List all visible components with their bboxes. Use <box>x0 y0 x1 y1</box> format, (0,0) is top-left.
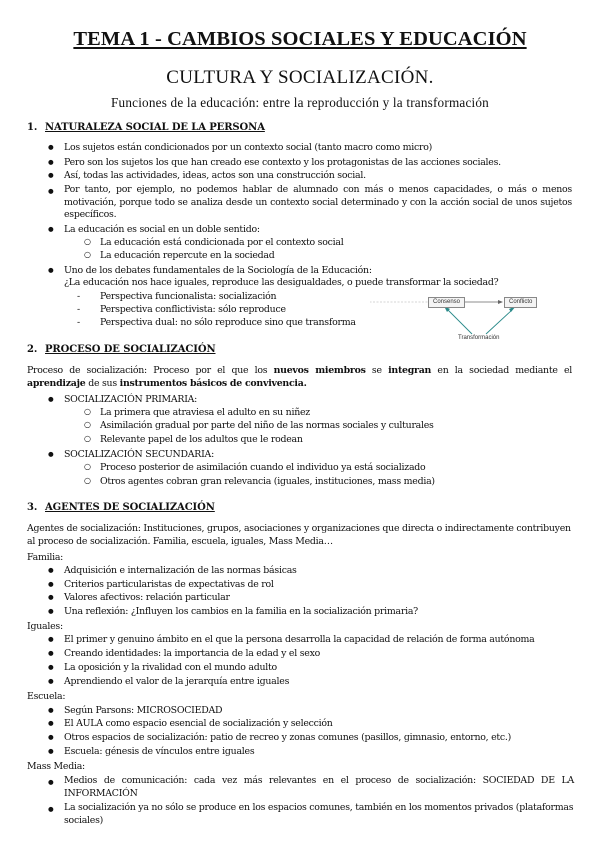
list-item: ● Escuela: génesis de vínculos entre iguales <box>64 746 254 757</box>
list-item: ○ Otros agentes cobran gran relevancia (iguales, instituciones, mass media) <box>100 476 435 487</box>
text-bold: aprendizaje <box>27 378 86 389</box>
subsection-mass-media: Mass Media: <box>27 761 85 772</box>
document-title: TEMA 1 - CAMBIOS SOCIALES Y EDUCACIÓN <box>73 28 527 50</box>
list-item: ● SOCIALIZACIÓN PRIMARIA: <box>64 394 197 405</box>
list-item: ○ Relevante papel de los adultos que le rodean <box>100 434 303 445</box>
list-item: ○ Proceso posterior de asimilación cuando el individuo ya está socializado <box>100 462 425 473</box>
list-item: ● La socialización ya no sólo se produce en los espacios comunes, también en los momentos privados (plataformas sociales) <box>64 802 574 827</box>
section-number: 1. <box>27 122 38 133</box>
list-item: ● Pero son los sujetos los que han creado ese contexto y los protagonistas de las acciones sociales. <box>64 157 501 168</box>
list-item: ● Valores afectivos: relación particular <box>64 592 230 603</box>
section-subheading: Funciones de la educación: entre la reproducción y la transformación <box>111 95 489 110</box>
text-bold: nuevos miembros <box>273 365 366 376</box>
list-item: ● Por tanto, por ejemplo, no podemos hablar de alumnado con más o menos capacidades, o más o menos motivación, porque todo se analiza desde un contexto social determinado y con la acción social de unos sujetos específicos. <box>64 184 572 222</box>
list-item: ● Una reflexión: ¿Influyen los cambios en la familia en la socialización primaria? <box>64 606 418 617</box>
subsection-familia: Familia: <box>27 552 64 563</box>
list-item: ● Otros espacios de socialización: patio de recreo y zonas comunes (pasillos, gimnasio, entorno, etc.) <box>64 732 511 743</box>
intro-paragraph: Agentes de socialización: Instituciones, grupos, asociaciones y organizaciones que directa o indirectamente contribuyen al proceso de socialización. Familia, escuela, iguales, Mass Media… <box>27 523 571 547</box>
list-item: ○ Asimilación gradual por parte del niño de las normas sociales y culturales <box>100 420 434 431</box>
list-item: ● Creando identidades: la importancia de la edad y el sexo <box>64 648 320 659</box>
definition-paragraph <box>27 364 572 390</box>
list-item: ● SOCIALIZACIÓN SECUNDARIA: <box>64 449 214 460</box>
diagram-box-conflicto: Conflicto <box>504 297 537 308</box>
section-label: AGENTES DE SOCIALIZACIÓN <box>45 502 215 513</box>
section-1-heading <box>27 122 265 133</box>
list-item: ● Medios de comunicación: cada vez más relevantes en el proceso de socialización: SOCIEDAD DE LA INFORMACIÓN <box>64 775 574 800</box>
section-label: PROCESO DE SOCIALIZACIÓN <box>45 344 216 355</box>
list-item: ○ La educación repercute en la sociedad <box>100 250 275 261</box>
subsection-iguales: Iguales: <box>27 621 63 632</box>
perspectives-diagram <box>370 290 590 348</box>
text-bold: instrumentos básicos de convivencia. <box>119 378 307 389</box>
list-item: - Perspectiva dual: no sólo reproduce sino que transforma <box>100 317 356 328</box>
list-item: - Perspectiva funcionalista: socialización <box>100 291 276 302</box>
list-item: ● El primer y genuino ámbito en el que la persona desarrolla la capacidad de relación de forma autónoma <box>64 634 535 645</box>
list-item: ● Adquisición e internalización de las normas básicas <box>64 565 297 576</box>
subsection-escuela: Escuela: <box>27 691 66 702</box>
list-item: ○ La primera que atraviesa el adulto en su niñez <box>100 407 310 418</box>
section-2-heading <box>27 344 216 355</box>
list-item: - Perspectiva conflictivista: sólo reproduce <box>100 304 286 315</box>
list-item: ● La oposición y la rivalidad con el mundo adulto <box>64 662 277 673</box>
list-item: ● El AULA como espacio esencial de socialización y selección <box>64 718 333 729</box>
text-run: en la sociedad mediante el <box>431 365 572 376</box>
section-label: NATURALEZA SOCIAL DE LA PERSONA <box>45 122 265 133</box>
text-run: de sus <box>85 378 120 389</box>
list-item-question: ¿La educación nos hace iguales, reproduce las desigualdades, o puede transformar la sociedad? <box>64 277 499 288</box>
list-item: ● Criterios particularistas de expectativas de rol <box>64 579 274 590</box>
section-heading: CULTURA Y SOCIALIZACIÓN. <box>166 67 434 88</box>
diagram-box-consenso: Consenso <box>428 297 465 308</box>
section-number: 2. <box>27 344 38 355</box>
section-3-heading <box>27 502 215 513</box>
list-item: ● Así, todas las actividades, ideas, actos son una construcción social. <box>64 170 366 181</box>
list-item: ○ La educación está condicionada por el contexto social <box>100 237 343 248</box>
list-item: ● Aprendiendo el valor de la jerarquía entre iguales <box>64 676 289 687</box>
text-run: se <box>365 365 389 376</box>
text-bold: integran <box>388 365 432 376</box>
section-number: 3. <box>27 502 38 513</box>
list-item: ● Según Parsons: MICROSOCIEDAD <box>64 705 222 716</box>
text-run: Proceso de socialización: Proceso por el que los <box>27 365 274 376</box>
list-item: ● Los sujetos están condicionados por un contexto social (tanto macro como micro) <box>64 142 432 153</box>
diagram-label-transformacion: Transformación <box>458 335 500 341</box>
list-item: ● Uno de los debates fundamentales de la Sociología de la Educación: <box>64 265 372 276</box>
list-item: ● La educación es social en un doble sentido: <box>64 224 260 235</box>
